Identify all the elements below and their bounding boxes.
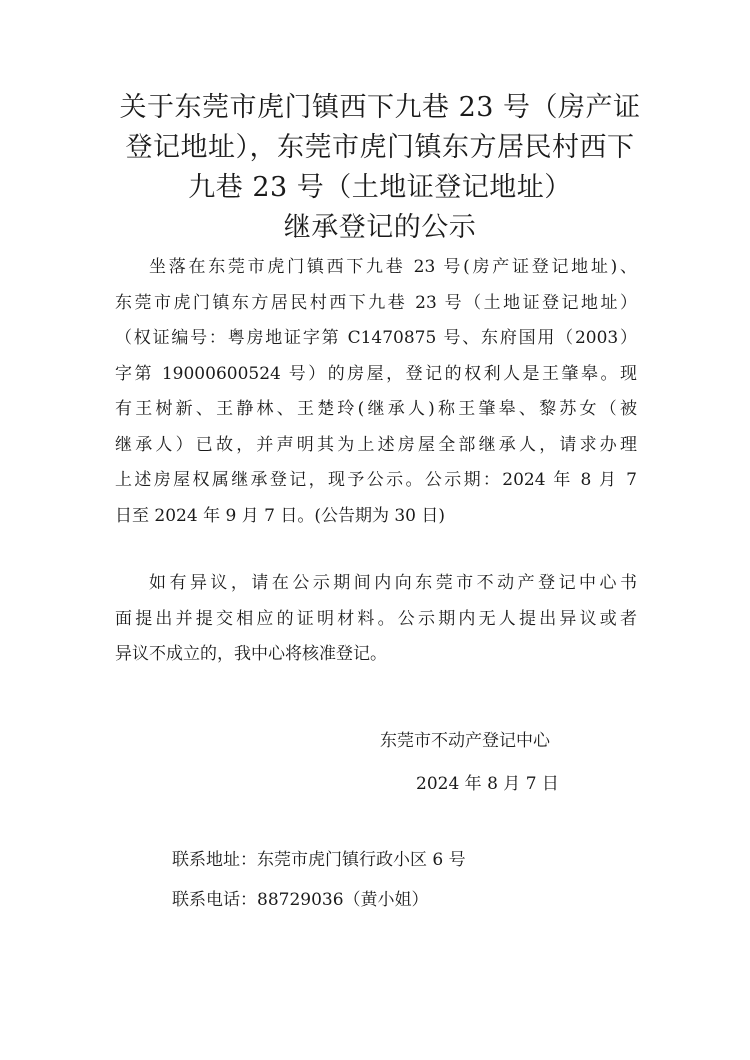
notice-paragraph-2	[115, 566, 637, 673]
contact-phone: 联系电话：88729036（黄小姐）	[172, 890, 429, 910]
issue-date: 2024 年 8 月 7 日	[416, 774, 559, 794]
title-line-1: 关于东莞市虎门镇西下九巷 23 号（房产证	[119, 92, 641, 123]
paragraph-2-line-3: 异议不成立的，我中心将核准登记。	[115, 644, 387, 664]
paragraph-1-line-8: 日至 2024 年 9 月 7 日。(公告期为 30 日)	[115, 505, 446, 526]
paragraph-2-line-1: 如有异议，请在公示期间内向东莞市不动产登记中心书	[149, 573, 637, 593]
signature-block	[380, 724, 559, 802]
notice-title	[100, 88, 660, 248]
paragraph-1-line-6: 继承人）已故，并声明其为上述房屋全部继承人，请求办理	[115, 434, 637, 455]
issuing-organization: 东莞市不动产登记中心	[380, 731, 550, 751]
paragraph-1-line-7: 上述房屋权属继承登记，现予公示。公示期：2024 年 8 月 7	[115, 470, 637, 490]
contact-address: 联系地址：东莞市虎门镇行政小区 6 号	[172, 850, 466, 870]
title-line-2: 登记地址），东莞市虎门镇东方居民村西下	[125, 132, 635, 163]
notice-paragraph-1	[115, 250, 637, 534]
paragraph-1-line-4: 字第 19000600524 号）的房屋，登记的权利人是王肇皋。现	[115, 363, 637, 384]
title-line-4: 继承登记的公示	[283, 212, 477, 243]
contact-block	[172, 840, 466, 920]
paragraph-1-line-5: 有王树新、王静林、王楚玲(继承人)称王肇皋、黎苏女（被	[115, 399, 637, 419]
paragraph-1-line-1: 坐落在东莞市虎门镇西下九巷 23 号(房产证登记地址)、	[149, 257, 637, 277]
paragraph-1-line-2: 东莞市虎门镇东方居民村西下九巷 23 号（土地证登记地址）	[115, 292, 637, 313]
title-line-3: 九巷 23 号（土地证登记地址）	[188, 172, 572, 203]
paragraph-1-line-3: （权证编号：粤房地证字第 C1470875 号、东府国用（2003）	[115, 328, 637, 348]
paragraph-2-line-2: 面提出并提交相应的证明材料。公示期内无人提出异议或者	[115, 608, 637, 629]
